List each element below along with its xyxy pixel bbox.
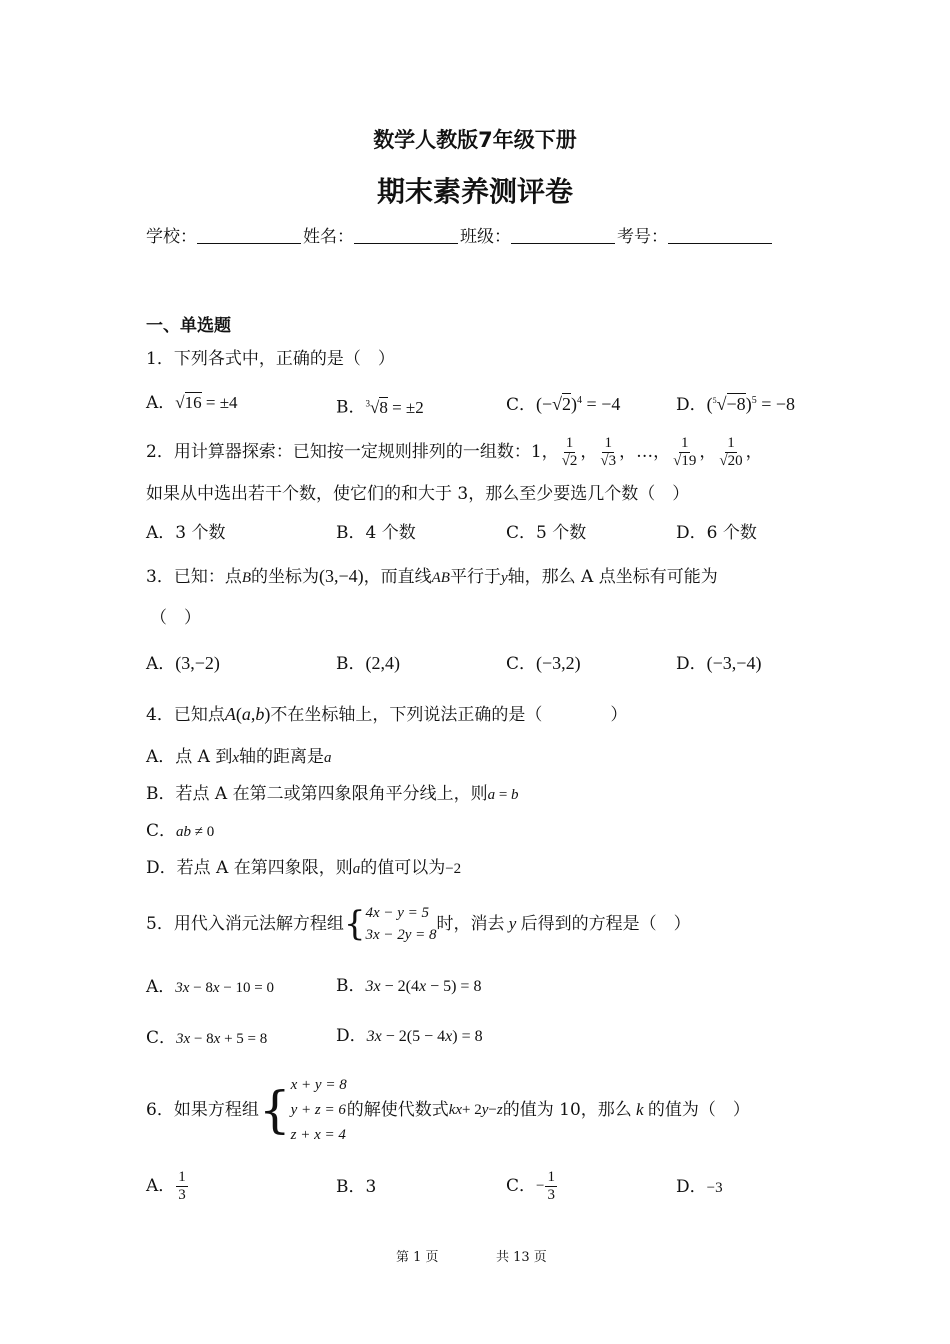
q4-stem: 4．已知点A(a,b)不在坐标轴上，下列说法正确的是（ ） bbox=[146, 704, 628, 725]
q5-option-c: C．3x − 8x + 5 = 8 bbox=[146, 1028, 268, 1048]
q5-option-a: A．3x − 8x − 10 = 0 bbox=[146, 977, 275, 997]
q3-option-d: D．(−3,−4) bbox=[676, 653, 762, 674]
doc-title: 数学人教版7年级下册 bbox=[373, 128, 577, 152]
q5-system: 4x − y = 5 3x − 2y = 8 bbox=[365, 905, 437, 943]
q6-option-b: B．3 bbox=[336, 1177, 377, 1197]
q4-option-a: A．点 A 到x轴的距离是a bbox=[146, 747, 332, 767]
q1-option-a: A．√16 = ±4 bbox=[146, 393, 238, 413]
q6-option-d: D．−3 bbox=[676, 1177, 723, 1197]
q3-stem: 3．已知：点B的坐标为(3,−4)，而直线AB平行于y轴，那么 A 点坐标有可能为 bbox=[146, 566, 718, 587]
name-blank bbox=[354, 229, 458, 244]
q3-option-a: A．(3,−2) bbox=[146, 653, 220, 674]
left-brace: { bbox=[258, 1081, 291, 1139]
exam-no-blank bbox=[668, 229, 772, 244]
q2-option-d: D．6 个数 bbox=[676, 523, 757, 543]
section-heading: 一、单选题 bbox=[146, 316, 231, 336]
q3-paren: （ ） bbox=[150, 608, 201, 628]
q2-option-c: C．5 个数 bbox=[506, 523, 587, 543]
q2-option-b: B．4 个数 bbox=[336, 523, 416, 543]
q1-option-d: D．$(^5√-8)^5 = -8$ bbox=[676, 394, 795, 415]
doc-subtitle: 期末素养测评卷 bbox=[376, 175, 573, 208]
q6-stem: 6．如果方程组 { x + y = 8 y + z = 6 z + x = 4 的解使代数式 kx + 2 y − z 的值为 10，那么 k 的值为（ ） bbox=[146, 1072, 750, 1148]
q4-option-b: B．若点 A 在第二或第四象限角平分线上，则a = b bbox=[146, 784, 519, 804]
q5-option-d: D．3x − 2(5 − 4x) = 8 bbox=[336, 1026, 483, 1046]
q6-option-c: C． − $\frac{1}{3}$ bbox=[506, 1168, 555, 1203]
frac-1-sqrt2: $\frac{1}{√2}$ bbox=[561, 434, 578, 469]
school-label: 学校： bbox=[146, 227, 197, 247]
q5-option-b: B．3x − 2(4x − 5) = 8 bbox=[336, 976, 482, 996]
q2-line2: 如果从中选出若干个数，使它们的和大于 3，那么至少要选几个数（ ） bbox=[146, 484, 690, 504]
q5-stem: 5．用代入消元法解方程组 { 4x − y = 5 3x − 2y = 8 时，消去 y 后得到的方程是（ ） bbox=[146, 904, 691, 944]
class-blank bbox=[511, 229, 615, 244]
q2-stem: 2．用计算器探索：已知按一定规则排列的一组数：1， $\frac{1}{√2}$ ， $\frac{1}{√3}$ ，…， $\frac{1}{√19}$ ， $\frac{1}{√20}$ ， bbox=[146, 434, 763, 469]
school-blank bbox=[197, 229, 301, 244]
q1-stem: 1．下列各式中，正确的是（ ） bbox=[146, 349, 395, 369]
q1-option-b: B．$^3$√8 = ±2 bbox=[336, 397, 424, 418]
left-brace: { bbox=[343, 904, 366, 944]
class-label: 班级： bbox=[460, 227, 511, 247]
q1-option-c: C．$(-√2)^4 = -4$ bbox=[506, 394, 621, 415]
frac-1-sqrt19: $\frac{1}{√19}$ bbox=[673, 434, 697, 469]
frac-1-sqrt3: $\frac{1}{√3}$ bbox=[600, 434, 617, 469]
q4-option-d: D．若点 A 在第四象限，则a的值可以为−2 bbox=[146, 858, 462, 878]
q6-option-a: A． $\frac{1}{3}$ bbox=[146, 1168, 186, 1203]
exam-no-label: 考号： bbox=[617, 227, 668, 247]
page-total: 共 13 页 bbox=[496, 1250, 547, 1265]
q4-option-c: C．ab ≠ 0 bbox=[146, 821, 215, 841]
info-fields bbox=[146, 226, 774, 248]
q6-system: x + y = 8 y + z = 6 z + x = 4 bbox=[290, 1076, 347, 1143]
q3-option-c: C．(−3,2) bbox=[506, 653, 581, 674]
q2-option-a: A．3 个数 bbox=[146, 523, 226, 543]
name-label: 姓名： bbox=[303, 227, 354, 247]
q3-option-b: B．(2,4) bbox=[336, 653, 400, 674]
page-number: 第 1 页 bbox=[396, 1250, 439, 1265]
frac-1-sqrt20: $\frac{1}{√20}$ bbox=[719, 434, 743, 469]
